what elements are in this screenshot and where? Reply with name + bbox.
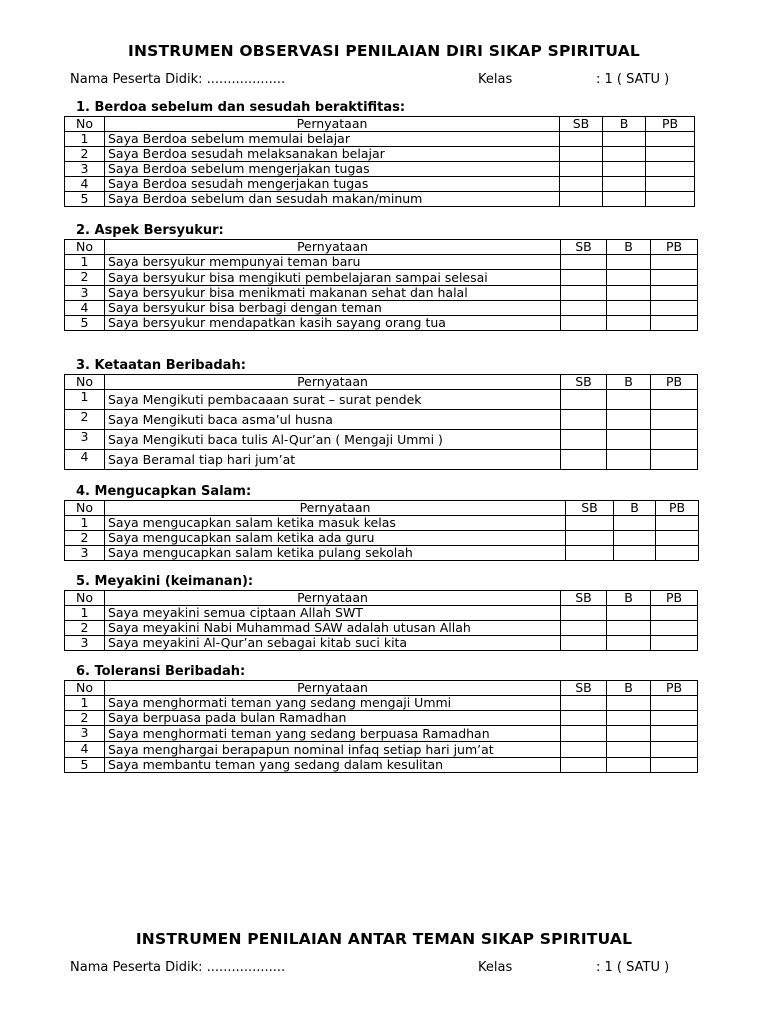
row-statement: Saya meyakini semua ciptaan Allah SWT: [105, 606, 561, 621]
table-row: [65, 711, 698, 726]
cell-pb[interactable]: [651, 410, 698, 430]
cell-sb[interactable]: [560, 132, 603, 147]
table-header-row: [65, 591, 698, 606]
header-pb: PB: [646, 117, 695, 132]
cell-sb[interactable]: [561, 758, 607, 773]
cell-pb[interactable]: [651, 255, 698, 270]
table-row: [65, 162, 695, 177]
table-row: [65, 758, 698, 773]
table-header-row: [65, 681, 698, 696]
cell-sb[interactable]: [561, 430, 607, 450]
header-no: No: [65, 375, 105, 390]
header-sb: SB: [561, 681, 607, 696]
cell-b[interactable]: [607, 621, 651, 636]
section-3-table: [64, 374, 698, 470]
section-6-table: [64, 680, 698, 773]
table-header-row: [65, 501, 699, 516]
header-sb: SB: [561, 240, 607, 255]
table-row: [65, 301, 698, 316]
header-pb: PB: [651, 591, 698, 606]
row-no: 3: [65, 546, 105, 561]
class-value: : 1 ( SATU ): [596, 72, 670, 87]
section-6-title: 6. Toleransi Beribadah:: [76, 664, 246, 679]
row-no: 1: [65, 696, 105, 711]
table-row: [65, 450, 698, 470]
row-no: 3: [65, 726, 105, 742]
cell-pb[interactable]: [651, 606, 698, 621]
section-5-table: [64, 590, 698, 651]
row-statement: Saya bersyukur mempunyai teman baru: [105, 255, 561, 270]
table-row: [65, 132, 695, 147]
cell-b[interactable]: [607, 301, 651, 316]
row-statement: Saya bersyukur bisa menikmati makanan sehat dan halal: [105, 286, 561, 301]
cell-b[interactable]: [607, 316, 651, 331]
cell-pb[interactable]: [651, 696, 698, 711]
table-row: [65, 316, 698, 331]
row-no: 2: [65, 410, 105, 430]
header-statement: Pernyataan: [105, 240, 561, 255]
cell-b[interactable]: [603, 147, 646, 162]
header-sb: SB: [561, 591, 607, 606]
table-row: [65, 531, 699, 546]
cell-b[interactable]: [607, 286, 651, 301]
row-statement: Saya menghormati teman yang sedang berpuasa Ramadhan: [105, 726, 561, 742]
header-b: B: [607, 375, 651, 390]
cell-pb[interactable]: [651, 450, 698, 470]
row-no: 1: [65, 516, 105, 531]
header-b: B: [607, 591, 651, 606]
table-row: [65, 147, 695, 162]
cell-pb[interactable]: [651, 301, 698, 316]
table-row: [65, 192, 695, 207]
table-row: [65, 410, 698, 430]
cell-pb[interactable]: [656, 531, 699, 546]
table-header-row: [65, 375, 698, 390]
cell-b[interactable]: [607, 255, 651, 270]
row-statement: Saya menghargai berapapun nominal infaq setiap hari jum’at: [105, 742, 561, 758]
cell-pb[interactable]: [651, 316, 698, 331]
cell-sb[interactable]: [561, 255, 607, 270]
header-statement: Pernyataan: [105, 591, 561, 606]
cell-b[interactable]: [607, 410, 651, 430]
cell-b[interactable]: [603, 192, 646, 207]
row-statement: Saya mengucapkan salam ketika pulang sekolah: [105, 546, 566, 561]
cell-sb[interactable]: [560, 147, 603, 162]
row-statement: Saya Mengikuti baca asma’ul husna: [105, 410, 561, 430]
section-1-table: [64, 116, 695, 207]
header-sb: SB: [561, 375, 607, 390]
row-statement: Saya Berdoa sebelum dan sesudah makan/minum: [105, 192, 560, 207]
header-no: No: [65, 117, 105, 132]
cell-pb[interactable]: [651, 711, 698, 726]
table-row: [65, 430, 698, 450]
cell-pb[interactable]: [651, 390, 698, 410]
row-statement: Saya menghormati teman yang sedang mengaji Ummi: [105, 696, 561, 711]
row-statement: Saya Berdoa sesudah mengerjakan tugas: [105, 177, 560, 192]
table-row: [65, 516, 699, 531]
section-1-title: 1. Berdoa sebelum dan sesudah beraktifitas:: [76, 100, 406, 115]
table-row: [65, 606, 698, 621]
row-no: 5: [65, 192, 105, 207]
cell-pb[interactable]: [656, 516, 699, 531]
row-no: 1: [65, 255, 105, 270]
header-statement: Pernyataan: [105, 117, 560, 132]
row-no: 4: [65, 177, 105, 192]
student-name-label: Nama Peserta Didik: ...................: [70, 72, 286, 87]
section-3-title: 3. Ketaatan Beribadah:: [76, 358, 246, 373]
header-no: No: [65, 501, 105, 516]
cell-b[interactable]: [603, 132, 646, 147]
row-no: 1: [65, 606, 105, 621]
table-row: [65, 546, 699, 561]
header-statement: Pernyataan: [105, 681, 561, 696]
cell-sb[interactable]: [561, 726, 607, 742]
cell-sb[interactable]: [566, 531, 614, 546]
cell-sb[interactable]: [561, 696, 607, 711]
header-no: No: [65, 591, 105, 606]
row-statement: Saya Berdoa sesudah melaksanakan belajar: [105, 147, 560, 162]
cell-pb[interactable]: [651, 621, 698, 636]
row-no: 4: [65, 450, 105, 470]
header-statement: Pernyataan: [105, 375, 561, 390]
cell-sb[interactable]: [560, 177, 603, 192]
cell-b[interactable]: [614, 516, 656, 531]
class-value-2: : 1 ( SATU ): [596, 960, 670, 975]
row-statement: Saya bersyukur bisa mengikuti pembelajaran sampai selesai: [105, 270, 561, 286]
cell-pb[interactable]: [651, 270, 698, 286]
row-no: 1: [65, 390, 105, 410]
row-statement: Saya mengucapkan salam ketika masuk kelas: [105, 516, 566, 531]
header-statement: Pernyataan: [105, 501, 566, 516]
header-sb: SB: [566, 501, 614, 516]
cell-b[interactable]: [607, 430, 651, 450]
section-2-title: 2. Aspek Bersyukur:: [76, 223, 224, 238]
cell-sb[interactable]: [566, 516, 614, 531]
row-no: 5: [65, 316, 105, 331]
header-pb: PB: [651, 375, 698, 390]
cell-sb[interactable]: [560, 192, 603, 207]
cell-pb[interactable]: [646, 162, 695, 177]
row-no: 2: [65, 270, 105, 286]
row-statement: Saya berpuasa pada bulan Ramadhan: [105, 711, 561, 726]
row-no: 2: [65, 711, 105, 726]
row-no: 4: [65, 742, 105, 758]
cell-b[interactable]: [607, 450, 651, 470]
cell-pb[interactable]: [646, 192, 695, 207]
cell-sb[interactable]: [561, 316, 607, 331]
row-no: 1: [65, 132, 105, 147]
cell-b[interactable]: [607, 270, 651, 286]
cell-sb[interactable]: [561, 270, 607, 286]
header-no: No: [65, 240, 105, 255]
row-no: 4: [65, 301, 105, 316]
section-4-table: [64, 500, 699, 561]
row-statement: Saya Berdoa sebelum memulai belajar: [105, 132, 560, 147]
table-row: [65, 696, 698, 711]
cell-sb[interactable]: [561, 390, 607, 410]
cell-sb[interactable]: [561, 742, 607, 758]
cell-pb[interactable]: [651, 286, 698, 301]
cell-b[interactable]: [607, 696, 651, 711]
row-no: 2: [65, 531, 105, 546]
table-header-row: [65, 117, 695, 132]
page-title-2: INSTRUMEN PENILAIAN ANTAR TEMAN SIKAP SPIRITUAL: [135, 930, 633, 948]
header-b: B: [607, 681, 651, 696]
row-no: 2: [65, 147, 105, 162]
cell-pb[interactable]: [651, 742, 698, 758]
cell-sb[interactable]: [566, 546, 614, 561]
row-statement: Saya Beramal tiap hari jum’at: [105, 450, 561, 470]
header-b: B: [607, 240, 651, 255]
cell-sb[interactable]: [561, 301, 607, 316]
class-label: Kelas: [478, 72, 513, 87]
cell-b[interactable]: [603, 177, 646, 192]
cell-sb[interactable]: [561, 286, 607, 301]
table-row: [65, 726, 698, 742]
row-no: 5: [65, 758, 105, 773]
header-pb: PB: [656, 501, 699, 516]
cell-sb[interactable]: [561, 410, 607, 430]
section-2-table: [64, 239, 698, 331]
cell-b[interactable]: [603, 162, 646, 177]
cell-pb[interactable]: [651, 758, 698, 773]
row-statement: Saya bersyukur bisa berbagi dengan teman: [105, 301, 561, 316]
row-statement: Saya membantu teman yang sedang dalam kesulitan: [105, 758, 561, 773]
cell-pb[interactable]: [646, 177, 695, 192]
row-no: 3: [65, 430, 105, 450]
cell-b[interactable]: [607, 606, 651, 621]
cell-b[interactable]: [614, 531, 656, 546]
cell-b[interactable]: [607, 711, 651, 726]
cell-b[interactable]: [607, 726, 651, 742]
section-4-title: 4. Mengucapkan Salam:: [76, 484, 252, 499]
row-no: 3: [65, 286, 105, 301]
row-no: 3: [65, 636, 105, 651]
header-pb: PB: [651, 681, 698, 696]
class-label-2: Kelas: [478, 960, 513, 975]
cell-pb[interactable]: [651, 636, 698, 651]
table-row: [65, 177, 695, 192]
cell-pb[interactable]: [656, 546, 699, 561]
table-row: [65, 390, 698, 410]
header-sb: SB: [560, 117, 603, 132]
table-row: [65, 742, 698, 758]
cell-sb[interactable]: [561, 711, 607, 726]
cell-sb[interactable]: [561, 450, 607, 470]
cell-pb[interactable]: [651, 430, 698, 450]
cell-pb[interactable]: [646, 132, 695, 147]
cell-b[interactable]: [607, 636, 651, 651]
table-row: [65, 621, 698, 636]
table-row: [65, 270, 698, 286]
cell-b[interactable]: [607, 390, 651, 410]
header-b: B: [603, 117, 646, 132]
section-5-title: 5. Meyakini (keimanan):: [76, 574, 254, 589]
row-statement: Saya Mengikuti pembacaaan surat – surat pendek: [105, 390, 561, 410]
cell-pb[interactable]: [651, 726, 698, 742]
cell-b[interactable]: [614, 546, 656, 561]
table-row: [65, 286, 698, 301]
row-statement: Saya meyakini Nabi Muhammad SAW adalah utusan Allah: [105, 621, 561, 636]
student-name-label-2: Nama Peserta Didik: ...................: [70, 960, 286, 975]
row-statement: Saya Berdoa sebelum mengerjakan tugas: [105, 162, 560, 177]
row-statement: Saya bersyukur mendapatkan kasih sayang orang tua: [105, 316, 561, 331]
row-no: 3: [65, 162, 105, 177]
header-pb: PB: [651, 240, 698, 255]
page-title: INSTRUMEN OBSERVASI PENILAIAN DIRI SIKAP SPIRITUAL: [128, 42, 640, 60]
cell-sb[interactable]: [561, 621, 607, 636]
row-statement: Saya meyakini Al-Qur’an sebagai kitab suci kita: [105, 636, 561, 651]
table-row: [65, 255, 698, 270]
header-b: B: [614, 501, 656, 516]
cell-sb[interactable]: [560, 162, 603, 177]
cell-sb[interactable]: [561, 606, 607, 621]
cell-pb[interactable]: [646, 147, 695, 162]
row-statement: Saya Mengikuti baca tulis Al-Qur’an ( Mengaji Ummi ): [105, 430, 561, 450]
row-statement: Saya mengucapkan salam ketika ada guru: [105, 531, 566, 546]
cell-b[interactable]: [607, 742, 651, 758]
table-header-row: [65, 240, 698, 255]
cell-sb[interactable]: [561, 636, 607, 651]
header-no: No: [65, 681, 105, 696]
cell-b[interactable]: [607, 758, 651, 773]
table-row: [65, 636, 698, 651]
row-no: 2: [65, 621, 105, 636]
